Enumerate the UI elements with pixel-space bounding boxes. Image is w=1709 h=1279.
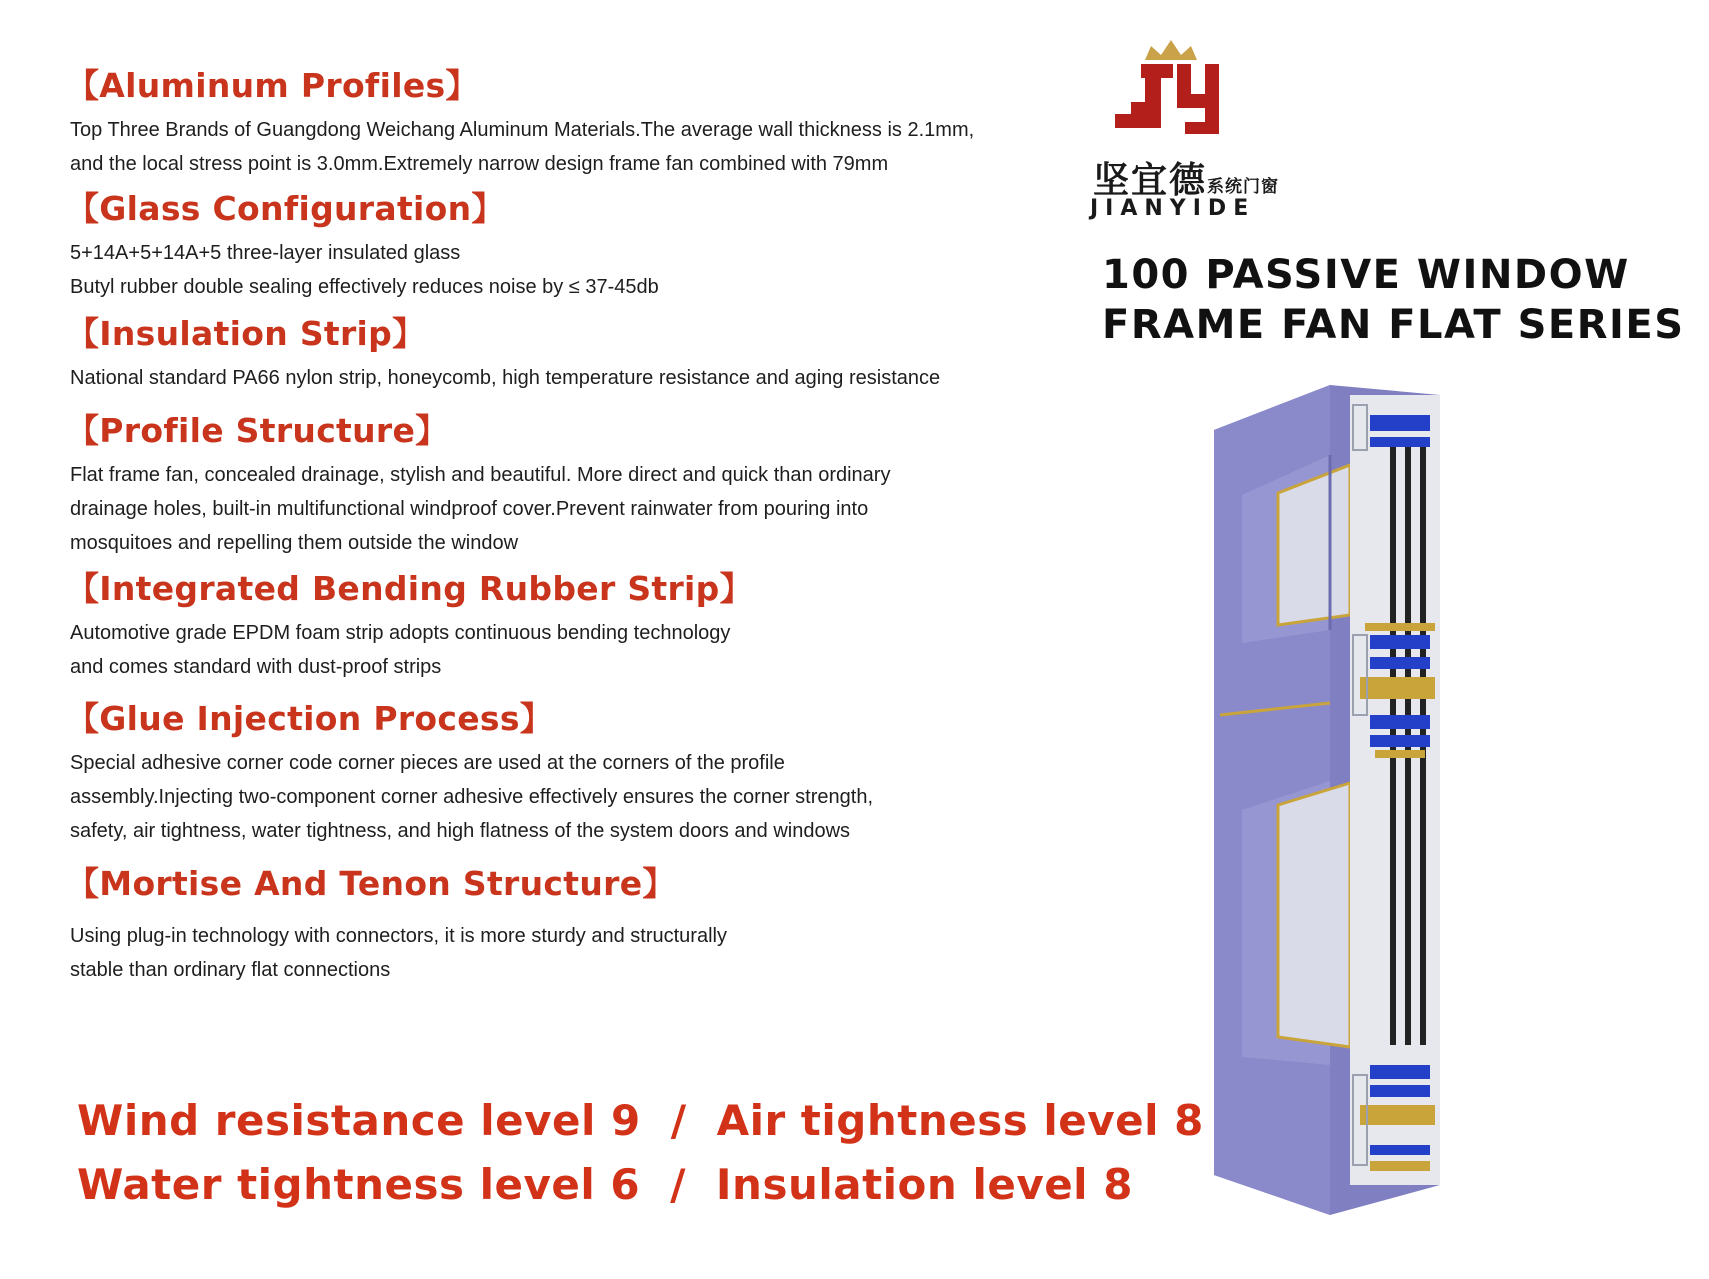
body-line: Butyl rubber double sealing effectively reduces noise by ≤ 37-45db — [70, 276, 659, 298]
series-title-line: FRAME FAN FLAT SERIES — [1102, 302, 1685, 348]
section-body — [70, 361, 1030, 395]
body-line: Top Three Brands of Guangdong Weichang Aluminum Materials.The average wall thickness is 2.1mm, — [70, 119, 975, 141]
levels-row-1 — [77, 1096, 1204, 1145]
body-line: and comes standard with dust-proof strips — [70, 656, 442, 678]
body-line: Using plug-in technology with connectors, it is more sturdy and structurally — [70, 925, 727, 947]
section-aluminum-profiles — [66, 60, 1030, 181]
body-line: assembly.Injecting two-component corner adhesive effectively ensures the corner strength, — [70, 786, 874, 808]
level-separator: / — [670, 1096, 687, 1145]
level-separator: / — [670, 1160, 686, 1209]
section-mortise-tenon — [66, 858, 1030, 987]
section-body — [70, 113, 1030, 181]
body-line: and the local stress point is 3.0mm.Extremely narrow design frame fan combined with 79mm — [70, 153, 889, 175]
body-line: Flat frame fan, concealed drainage, stylish and beautiful. More direct and quick than ordinary — [70, 464, 891, 486]
section-bending-rubber-strip — [66, 563, 1030, 684]
body-line: Special adhesive corner code corner pieces are used at the corners of the profile — [70, 752, 785, 774]
section-insulation-strip — [66, 308, 1030, 395]
body-line: drainage holes, built-in multifunctional windproof cover.Prevent rainwater from pouring into — [70, 498, 869, 520]
body-line: mosquitoes and repelling them outside the window — [70, 532, 519, 554]
section-heading: 【Aluminum Profiles】 — [66, 66, 479, 105]
section-body — [70, 919, 1030, 987]
body-line: National standard PA66 nylon strip, honeycomb, high temperature resistance and aging resistance — [70, 367, 941, 389]
section-heading: 【Integrated Bending Rubber Strip】 — [66, 569, 753, 608]
section-profile-structure — [66, 405, 1030, 560]
body-line: safety, air tightness, water tightness, and high flatness of the system doors and windows — [70, 820, 851, 842]
section-glass-configuration — [66, 183, 1030, 304]
levels-row-2 — [77, 1160, 1133, 1209]
body-line: 5+14A+5+14A+5 three-layer insulated glass — [70, 242, 461, 264]
section-body — [70, 236, 1030, 304]
jy-monogram-icon — [1115, 64, 1219, 134]
section-heading: 【Profile Structure】 — [66, 411, 449, 450]
upper-glass-pane — [1278, 465, 1350, 625]
section-body — [70, 616, 1030, 684]
body-line: stable than ordinary flat connections — [70, 959, 391, 981]
lower-glass-pane — [1278, 783, 1350, 1047]
section-heading: 【Insulation Strip】 — [66, 314, 426, 353]
brand-subtitle-cn: 系统门窗 — [1207, 177, 1280, 197]
water-tightness-level: Water tightness level 6 — [77, 1160, 641, 1209]
series-title-line: 100 PASSIVE WINDOW — [1102, 252, 1630, 298]
section-glue-injection — [66, 693, 1030, 848]
section-heading: 【Glue Injection Process】 — [66, 699, 554, 738]
body-line: Automotive grade EPDM foam strip adopts continuous bending technology — [70, 622, 731, 644]
brand-name-cn: 坚宜德系统门窗 — [1093, 160, 1280, 201]
window-profile-illustration — [1200, 385, 1480, 1225]
brand-name-en: JIANYIDE — [1090, 196, 1256, 221]
section-heading: 【Glass Configuration】 — [66, 189, 505, 228]
series-title — [1102, 250, 1685, 350]
section-heading: 【Mortise And Tenon Structure】 — [66, 864, 676, 903]
section-body — [70, 746, 1030, 848]
crown-icon — [1145, 40, 1197, 60]
insulation-level: Insulation level 8 — [715, 1160, 1133, 1209]
brand-logo — [1085, 38, 1285, 148]
section-body — [70, 458, 1030, 560]
wind-resistance-level: Wind resistance level 9 — [77, 1096, 641, 1145]
air-tightness-level: Air tightness level 8 — [716, 1096, 1204, 1145]
